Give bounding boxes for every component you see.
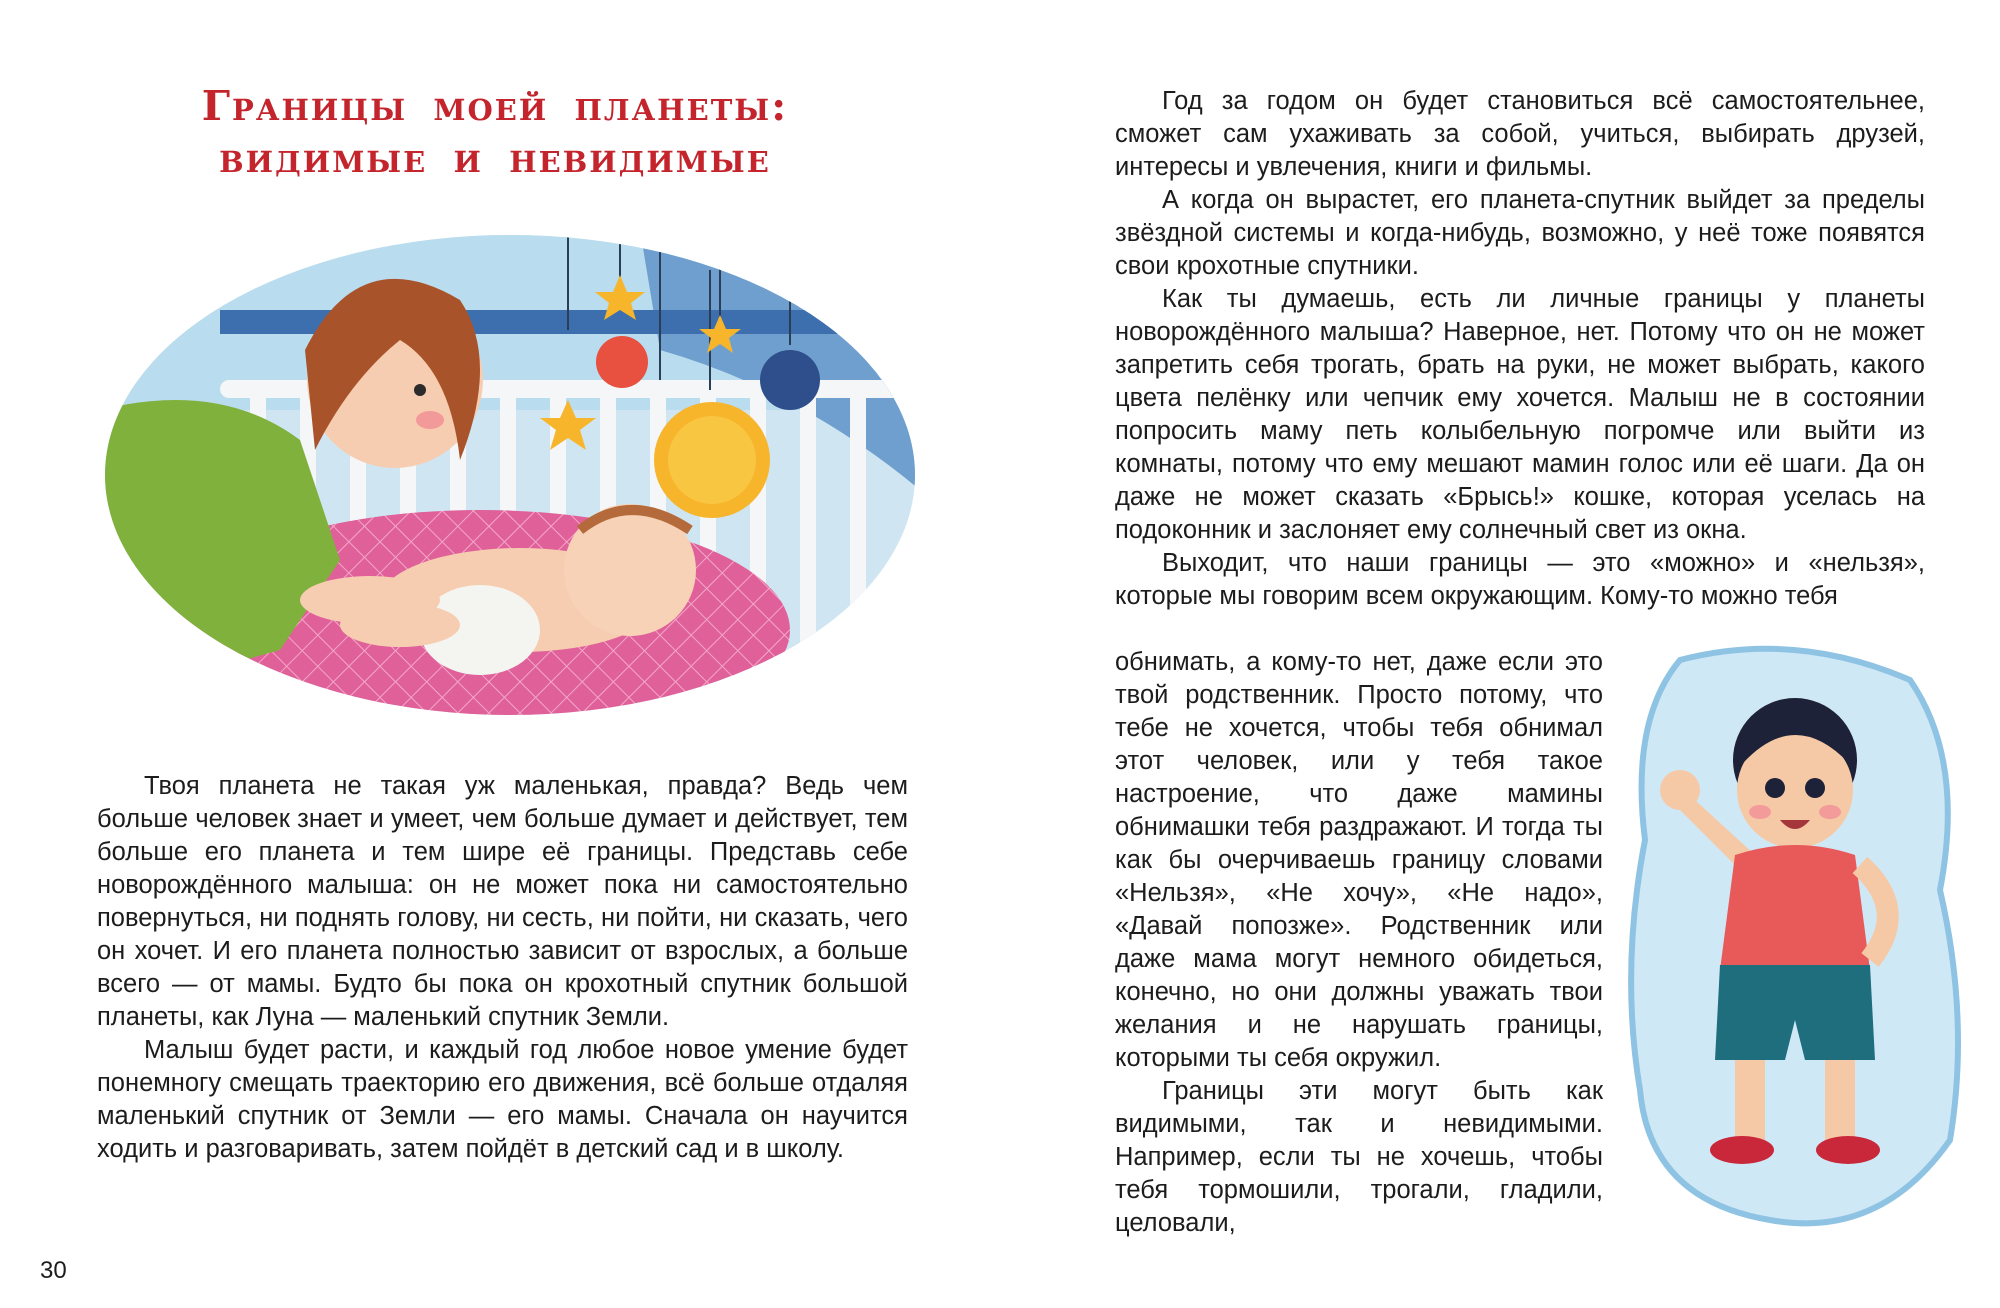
page-number: 30 [40,1257,67,1284]
right-body-text-top [1115,85,1925,613]
boy-in-bubble-illustration [1620,640,1970,1230]
mother-and-baby-illustration [100,230,920,720]
right-paragraph-1: Год за годом он будет становиться всё самостоятельнее, сможет сам ухаживать за собой, учиться, выбирать друзей, интересы и увлечения, книги и фильмы. [1115,87,1925,181]
left-paragraph-2: Малыш будет расти, и каждый год любое новое умение будет понемногу смещать траекторию его движения, всё больше отдаляя маленький спутник от Земли — его мамы. Сначала он научится ходить и разговаривать, затем пойдёт в детский сад и в школу. [97,1036,908,1163]
right-paragraph-5: Границы эти могут быть как видимыми, так и невидимыми. Например, если ты не хочешь, чтобы тебя тормошили, трогали, гладили, целовали, [1115,1077,1603,1237]
title-line-2: видимые и невидимые [219,134,771,182]
right-paragraph-4-continued: обнимать, а кому-то нет, даже если это твой родственник. Просто потому, что тебе не хочется, чтобы тебя обнимал этот человек, или у тебя такое настроение, что даже мамины обнимашки тебя раздражают. И тогда ты как бы очерчиваешь границу словами «Нельзя», «Не хочу», «Не надо», «Давай попозже». Родственник или даже мама могут немного обидеться, конечно, но они должны уважать твои желания и не нарушать границы, которыми ты себя окружил. [1115,648,1603,1072]
right-paragraph-3: Как ты думаешь, есть ли личные границы у планеты новорождённого малыша? Наверное, нет. Потому что он не может запретить себя трогать, брать на руки, не может выбрать, какого цвета пелёнку или чепчик ему хочется. Малыш не в состоянии попросить маму петь колыбельную погромче или выйти из комнаты, потому что ему мешают мамин голос или её шаги. Да он даже не может сказать «Брысь!» кошке, которая уселась на подоконник и заслоняет ему солнечный свет из окна. [1115,285,1925,544]
left-body-text [97,770,908,1166]
right-paragraph-2: А когда он вырастет, его планета-спутник выйдет за пределы звёздной системы и когда-нибудь, возможно, у неё тоже появятся свои крохотные спутники. [1115,186,1925,280]
title-line-1: Границы моей планеты: [201,82,789,130]
right-body-text-wrapped [1115,646,1603,1240]
page-title [200,80,790,184]
right-paragraph-4: Выходит, что наши границы — это «можно» и «нельзя», которые мы говорим всем окружающим. Кому-то можно тебя [1115,549,1925,610]
left-paragraph-1: Твоя планета не такая уж маленькая, правда? Ведь чем больше человек знает и умеет, чем больше думает и действует, тем больше его планета и тем шире её границы. Представь себе новорождённого малыша: он не может пока ни самостоятельно повернуться, ни поднять голову, ни сесть, ни пойти, ни сказать, чего он хочет. И его планета полностью зависит от взрослых, а больше всего — от мамы. Будто бы пока он крохотный спутник большой планеты, как Луна — маленький спутник Земли. [97,772,908,1031]
